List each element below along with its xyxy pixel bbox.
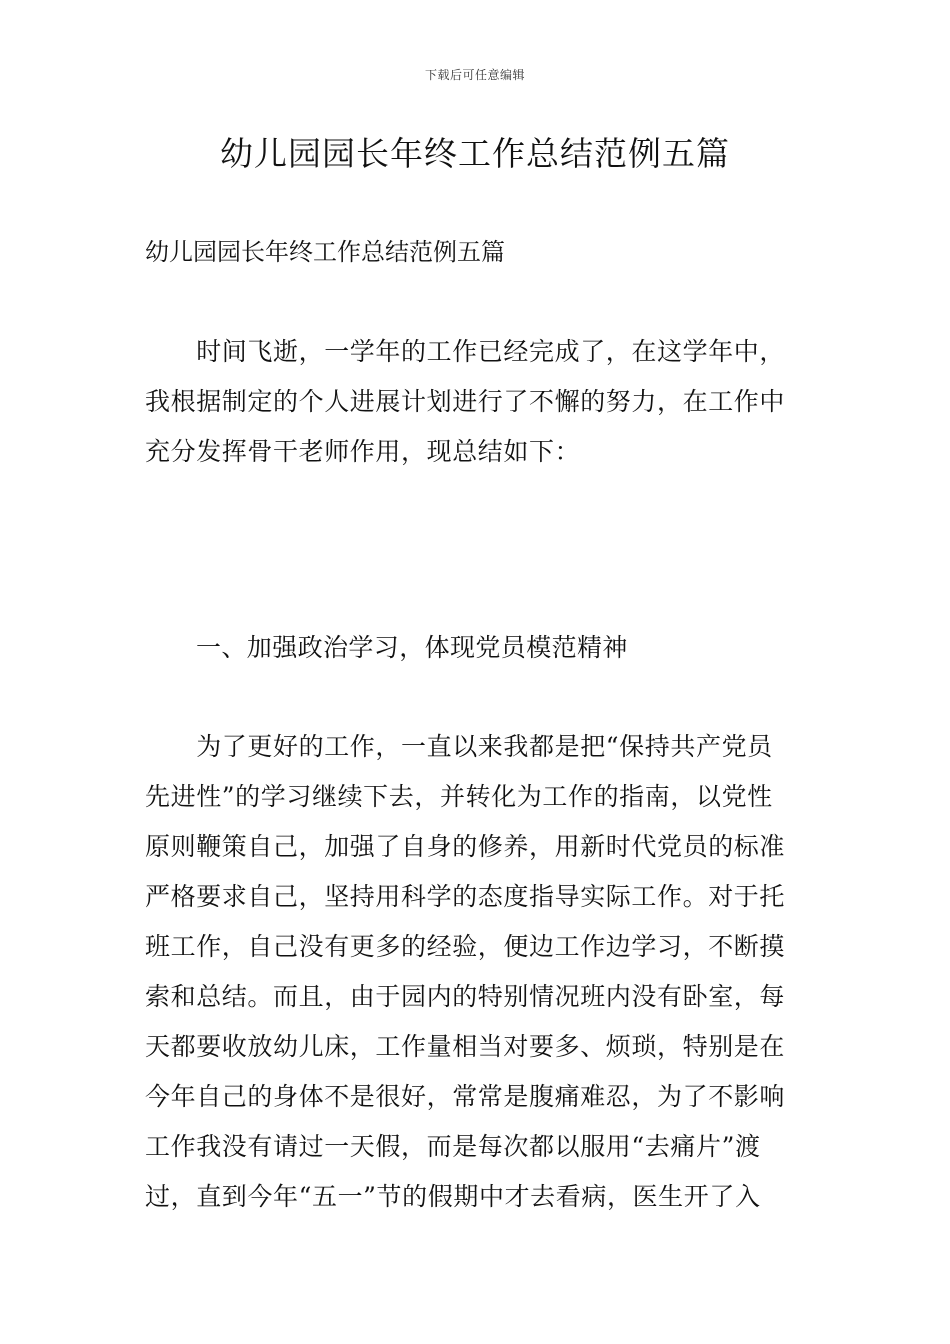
paragraph-line: 今年自己的身体不是很好，常常是腹痛难忍，为了不影响 <box>145 1082 786 1111</box>
paragraph-line: 班工作，自己没有更多的经验，便边工作边学习，不断摸 <box>145 932 786 961</box>
header-note: 下载后可任意编辑 <box>424 68 525 82</box>
paragraph-line: 天都要收放幼儿床，工作量相当对要多、烦琐，特别是在 <box>145 1032 786 1061</box>
intro-line: 时间飞逝，一学年的工作已经完成了，在这学年中， <box>145 337 786 366</box>
document-subtitle: 幼儿园园长年终工作总结范例五篇 <box>145 238 505 266</box>
paragraph-line: 索和总结。而且，由于园内的特别情况班内没有卧室，每 <box>145 982 786 1011</box>
intro-line: 充分发挥骨干老师作用，现总结如下： <box>145 437 581 466</box>
paragraph-line: 为了更好的工作，一直以来我都是把“保持共产党员 <box>145 732 773 761</box>
paragraph-line: 原则鞭策自己，加强了自身的修养，用新时代党员的标准 <box>145 832 786 861</box>
paragraph-line: 工作我没有请过一天假，而是每次都以服用“去痛片”渡 <box>145 1132 761 1161</box>
paragraph-line: 严格要求自己，坚持用科学的态度指导实际工作。对于托 <box>145 882 786 911</box>
section-heading: 一、加强政治学习，体现党员模范精神 <box>196 633 628 662</box>
paragraph-line: 先进性”的学习继续下去，并转化为工作的指南，以党性 <box>145 782 773 811</box>
section-paragraph <box>145 722 807 1222</box>
intro-line: 我根据制定的个人进展计划进行了不懈的努力，在工作中 <box>145 387 786 416</box>
paragraph-line: 过，直到今年“五一”节的假期中才去看病，医生开了入 <box>145 1182 761 1211</box>
intro-paragraph <box>145 327 807 477</box>
document-title: 幼儿园园长年终工作总结范例五篇 <box>220 134 730 173</box>
